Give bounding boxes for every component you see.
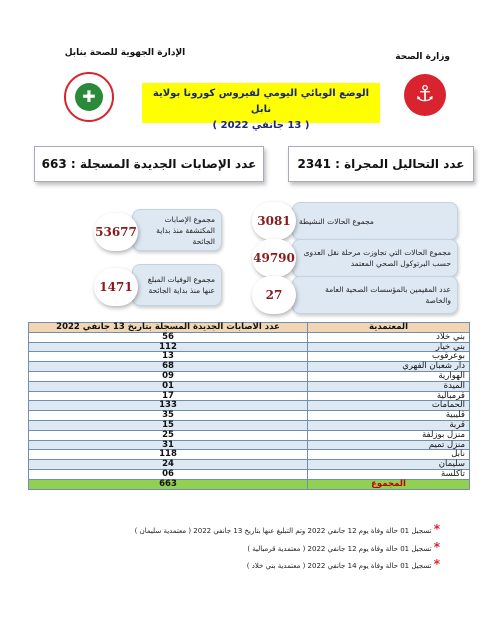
anchor-icon: ⚓ — [415, 82, 435, 107]
deaths-label: مجموع الوفيات المبلغ عنها منذ بداية الجائحة — [132, 264, 222, 306]
column-header-new-cases: عدد الاصابات الجديدة المسجلة بتاريخ 13 جانفي 2022 — [29, 323, 308, 333]
regional-label: الإدارة الجهوية للصحة بنابل — [64, 48, 186, 58]
table-row — [29, 371, 470, 381]
table-row — [29, 450, 470, 460]
cell-new-cases: 133 — [29, 401, 308, 411]
cell-district: دار شعبان الفهري — [308, 362, 470, 372]
table-row — [29, 440, 470, 450]
report-title — [142, 83, 380, 131]
cell-district: بوعرقوب — [308, 352, 470, 362]
cell-district: بني خلاد — [308, 332, 470, 342]
cell-new-cases: 17 — [29, 391, 308, 401]
cell-new-cases: 68 — [29, 362, 308, 372]
cell-district: قرمبالية — [308, 391, 470, 401]
hospitalized-label: عدد المقيمين بالمؤسسات الصحية العامة والخاصة — [292, 276, 458, 314]
asterisk-icon: * — [433, 557, 440, 571]
note-1-text: تسجيل 01 حالة وفاة يوم 12 جانفي 2022 وتم التبليغ عنها بتاريخ 13 جانفي 2022 ( معتمدية سليمان ) — [134, 527, 432, 535]
recovered-value: 49790 — [252, 239, 296, 277]
table-row — [29, 391, 470, 401]
active-cases-value: 3081 — [252, 202, 296, 240]
cell-new-cases: 06 — [29, 469, 308, 479]
regional-logo — [64, 72, 114, 122]
note-1 — [70, 522, 440, 536]
cell-district: الحمامات — [308, 401, 470, 411]
asterisk-icon: * — [433, 540, 440, 554]
table-row — [29, 420, 470, 430]
asterisk-icon: * — [433, 522, 440, 536]
cell-total-label: المجموع — [308, 479, 470, 489]
cell-district: بني خيار — [308, 342, 470, 352]
total-cases-value: 53677 — [94, 213, 138, 251]
cases-by-district-table — [28, 322, 470, 490]
cell-new-cases: 13 — [29, 352, 308, 362]
table-row — [29, 332, 470, 342]
note-2-text: تسجيل 01 حالة وفاة يوم 12 جانفي 2022 ( معتمدية قرمبالية ) — [247, 545, 432, 553]
cell-new-cases: 01 — [29, 381, 308, 391]
cell-new-cases: 35 — [29, 411, 308, 421]
table-total-row — [29, 479, 470, 489]
cell-district: الميدة — [308, 381, 470, 391]
table-header-row — [29, 323, 470, 333]
note-2 — [70, 540, 440, 554]
new-cases-box: عدد الإصابات الجديدة المسجلة : 663 — [34, 146, 264, 182]
cell-new-cases: 24 — [29, 460, 308, 470]
cell-new-cases: 15 — [29, 420, 308, 430]
cell-total-value: 663 — [29, 479, 308, 489]
cell-district: قربة — [308, 420, 470, 430]
cell-new-cases: 112 — [29, 342, 308, 352]
table-row — [29, 469, 470, 479]
column-header-district: المعتمدية — [308, 323, 470, 333]
cell-district: قليبية — [308, 411, 470, 421]
note-3-text: تسجيل 01 حالة وفاة يوم 14 جانفي 2022 ( معتمدية بني خلاد ) — [246, 562, 432, 570]
cell-district: منزل تميم — [308, 440, 470, 450]
ministry-label: وزارة الصحة — [395, 52, 450, 62]
cell-district: سليمان — [308, 460, 470, 470]
cell-new-cases: 56 — [29, 332, 308, 342]
note-3 — [70, 557, 440, 571]
table-row — [29, 342, 470, 352]
title-line-2: ( 13 جانفي 2022 ) — [212, 120, 310, 131]
cell-new-cases: 25 — [29, 430, 308, 440]
ministry-logo — [404, 74, 446, 116]
cell-district: الهوارية — [308, 371, 470, 381]
cell-new-cases: 09 — [29, 371, 308, 381]
cell-new-cases: 31 — [29, 440, 308, 450]
table-row — [29, 381, 470, 391]
cell-district: نابل — [308, 450, 470, 460]
table-row — [29, 460, 470, 470]
total-cases-label: مجموع الإصابات المكتشفة منذ بداية الجائحة — [132, 209, 222, 251]
table-row — [29, 401, 470, 411]
table-row — [29, 362, 470, 372]
medical-cross-icon: ✚ — [82, 87, 96, 106]
table-row — [29, 430, 470, 440]
hospitalized-value: 27 — [252, 276, 296, 314]
cell-district: منزل بوزلفة — [308, 430, 470, 440]
cell-new-cases: 118 — [29, 450, 308, 460]
cell-district: تاكلسة — [308, 469, 470, 479]
table-row — [29, 411, 470, 421]
deaths-value: 1471 — [94, 268, 138, 306]
title-line-1: الوضع الوبائي اليومي لفيروس كورونا بولاية نابل — [152, 88, 370, 115]
active-cases-label: مجموع الحالات النشيطة — [292, 202, 458, 240]
recovered-label: مجموع الحالات التي تجاوزت مرحلة نقل العدوى حسب البرتوكول الصحي المعتمد — [292, 239, 458, 277]
tests-count-box: عدد التحاليل المجراة : 2341 — [288, 146, 474, 182]
